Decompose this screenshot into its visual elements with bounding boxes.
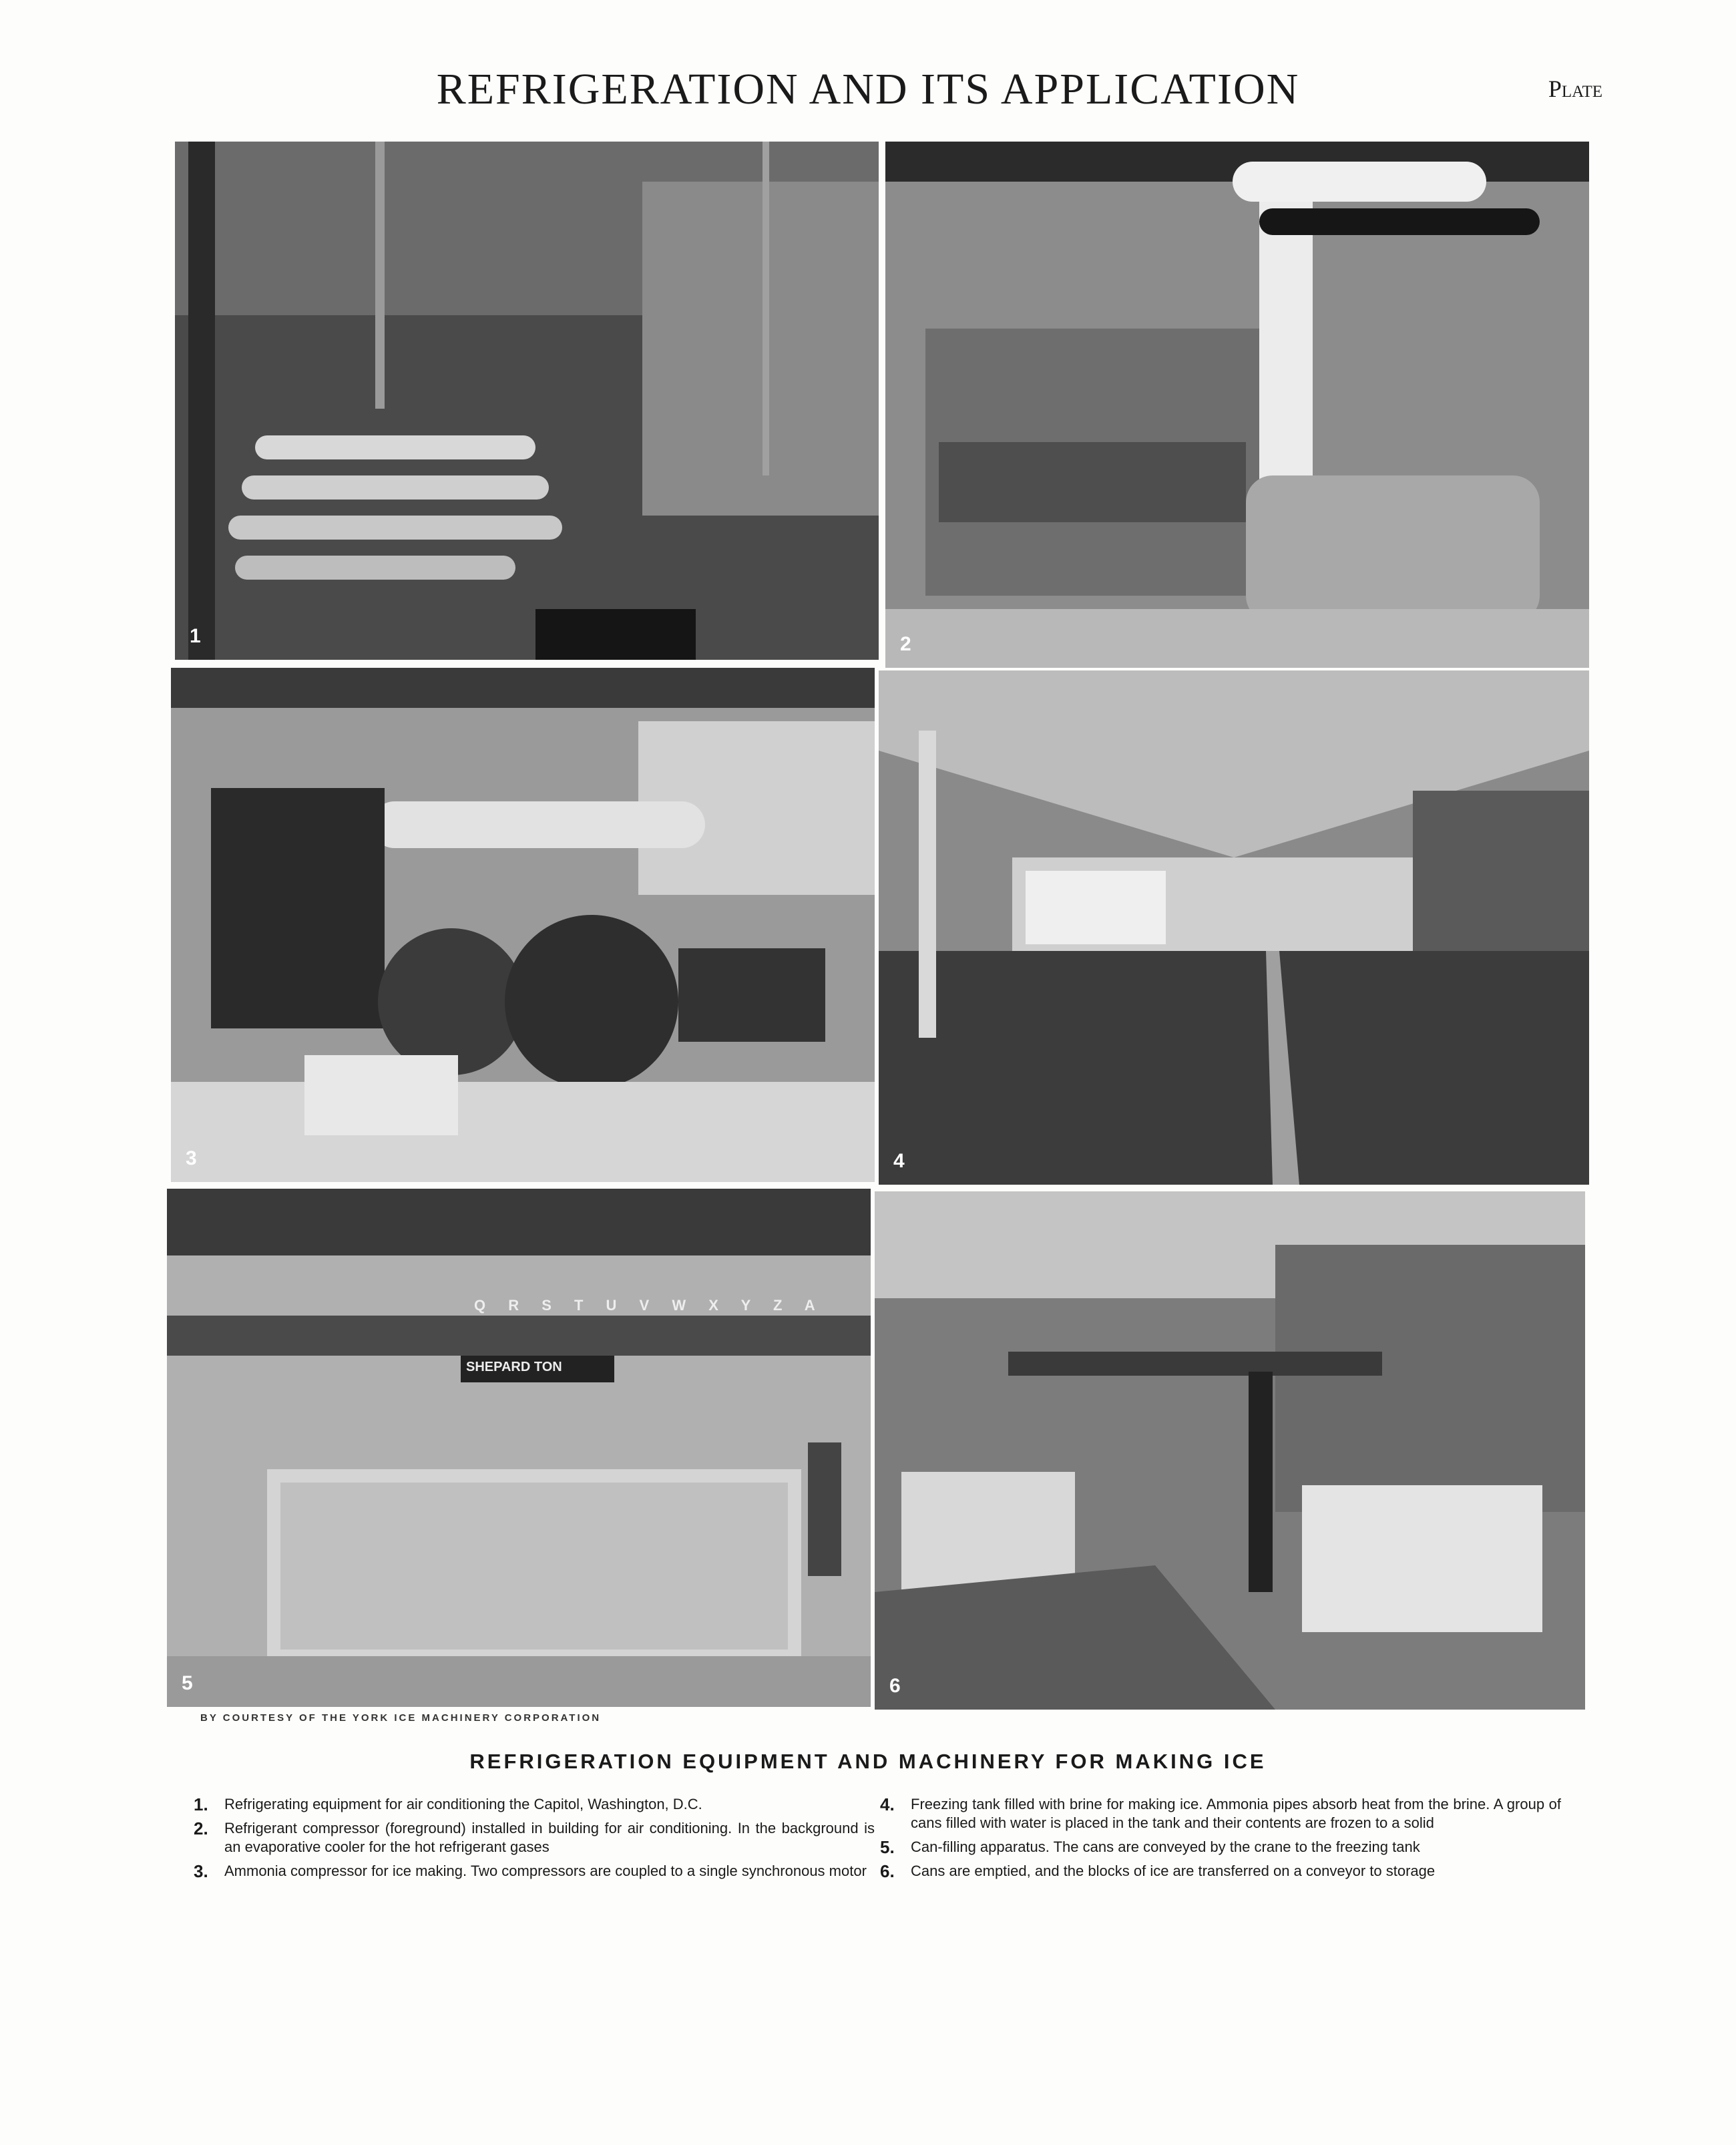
caption-item — [880, 1795, 1561, 1832]
photo-1-number: 1 — [190, 625, 201, 647]
photo-2-number: 2 — [900, 633, 911, 655]
caption-text: Freezing tank filled with brine for making ice. Ammonia pipes absorb heat from the brine. A group of cans filled with water is placed in the tank and their contents are frozen to a solid — [911, 1796, 1561, 1831]
photo-3 — [171, 668, 875, 1182]
photo-5 — [167, 1189, 871, 1707]
plate-label: Plate — [1548, 75, 1602, 102]
photo-6-number: 6 — [889, 1675, 901, 1697]
caption-number: 4. — [880, 1794, 895, 1814]
photo-2 — [885, 142, 1589, 668]
photo-1-image — [175, 142, 879, 660]
caption-number: 3. — [194, 1861, 208, 1881]
photo-credit: BY COURTESY OF THE YORK ICE MACHINERY CORPORATION — [200, 1712, 602, 1724]
caption-column-left — [194, 1795, 875, 1886]
caption-text: Can-filling apparatus. The cans are conveyed by the crane to the freezing tank — [911, 1838, 1420, 1855]
caption-number: 2. — [194, 1818, 208, 1838]
photo-6-image — [875, 1191, 1585, 1710]
caption-number: 1. — [194, 1794, 208, 1814]
photo-5-sign-letters: Q R S T U V W X Y Z A — [474, 1297, 825, 1314]
caption-text: Refrigerant compressor (foreground) installed in building for air conditioning. In the background is an evaporative cooler for the hot refrigerant gases — [224, 1820, 875, 1855]
caption-column-right — [880, 1795, 1561, 1886]
caption-item — [880, 1862, 1561, 1881]
photo-4 — [879, 670, 1589, 1185]
caption-title: REFRIGERATION EQUIPMENT AND MACHINERY FOR MAKING ICE — [469, 1750, 1267, 1773]
page-title: REFRIGERATION AND ITS APPLICATION — [436, 65, 1300, 114]
photo-3-image — [171, 668, 875, 1182]
photo-3-number: 3 — [186, 1147, 197, 1169]
photo-4-number: 4 — [893, 1150, 905, 1172]
photo-4-image — [879, 670, 1589, 1185]
caption-number: 5. — [880, 1837, 895, 1857]
photo-1 — [175, 142, 879, 660]
photo-5-sign: SHEPARD TON — [466, 1360, 562, 1374]
photo-5-image — [167, 1189, 871, 1707]
caption-number: 6. — [880, 1861, 895, 1881]
photo-6 — [875, 1191, 1585, 1710]
photo-5-number: 5 — [182, 1672, 193, 1694]
caption-item — [194, 1862, 875, 1881]
caption-item — [880, 1838, 1561, 1857]
caption-text: Cans are emptied, and the blocks of ice are transferred on a conveyor to storage — [911, 1863, 1436, 1879]
photo-2-image — [885, 142, 1589, 668]
caption-item — [194, 1795, 875, 1814]
caption-item — [194, 1819, 875, 1857]
caption-text: Refrigerating equipment for air conditioning the Capitol, Washington, D.C. — [224, 1796, 702, 1812]
caption-text: Ammonia compressor for ice making. Two compressors are coupled to a single synchronous motor — [224, 1863, 867, 1879]
